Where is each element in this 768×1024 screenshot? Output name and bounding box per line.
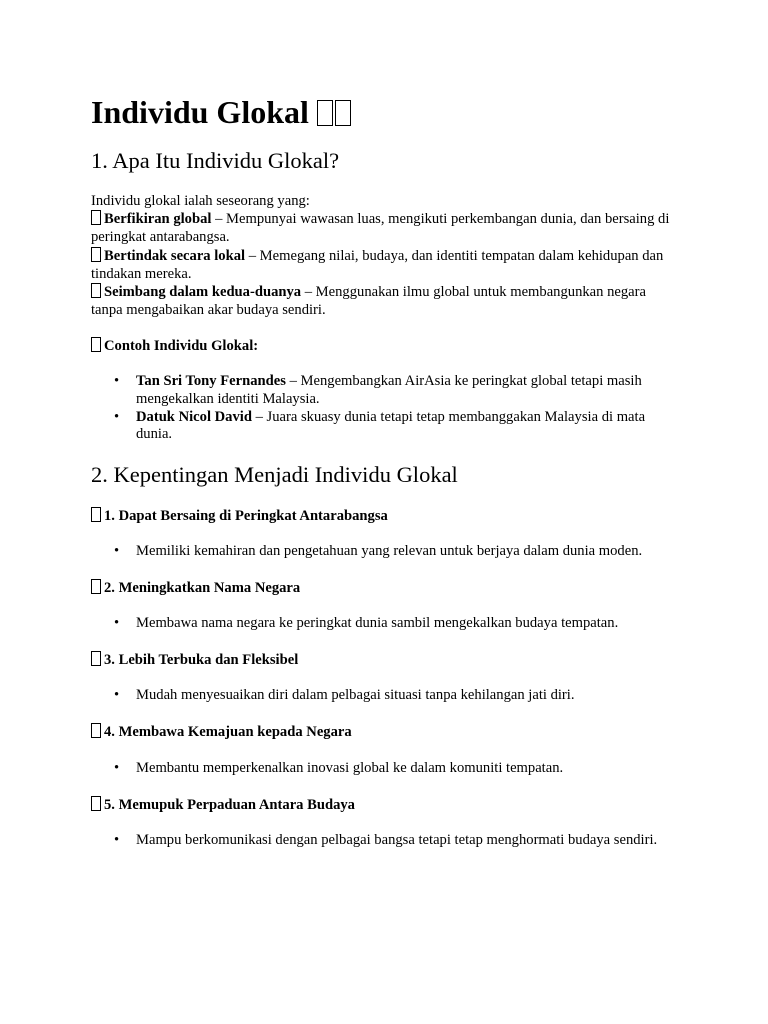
bullet-icon: • <box>114 408 120 425</box>
point-title: Berfikiran global <box>104 211 212 228</box>
missing-glyph-icon <box>91 796 101 811</box>
point-text: – Menggunakan ilmu global untuk membangunkan negara tanpa mengabaikan akar budaya sendiri. <box>91 284 646 319</box>
example-name: Tan Sri Tony Fernandes <box>136 373 286 389</box>
bullet-text: Membantu memperkenalkan inovasi global ke dalam komuniti tempatan. <box>136 760 564 776</box>
list-item <box>91 373 681 408</box>
bullet-text: Mampu berkomunikasi dengan pelbagai bangsa tetapi tetap menghormati budaya sendiri. <box>136 832 658 848</box>
example-text: – Mengembangkan AirAsia ke peringkat global tetapi masih mengekalkan identiti Malaysia. <box>136 373 642 407</box>
document-title-text: Individu Glokal <box>91 94 309 130</box>
missing-glyph-icon <box>91 651 101 666</box>
bullet-text: Membawa nama negara ke peringkat dunia sambil mengekalkan budaya tempatan. <box>136 615 619 631</box>
subsection-title: 3. Lebih Terbuka dan Fleksibel <box>104 652 299 668</box>
missing-glyph-icon <box>91 723 101 738</box>
list-item <box>91 760 681 778</box>
bullet-icon: • <box>114 543 120 559</box>
list-item <box>91 615 681 633</box>
missing-glyph-icon <box>91 507 101 522</box>
document-title <box>91 92 353 132</box>
bullet-list <box>91 615 681 633</box>
bullet-text: Mudah menyesuaikan diri dalam pelbagai situasi tanpa kehilangan jati diri. <box>136 687 575 703</box>
section-heading-2: 2. Kepentingan Menjadi Individu Glokal <box>91 462 458 487</box>
subsection-title: 4. Membawa Kemajuan kepada Negara <box>104 724 352 740</box>
bullet-list <box>91 687 681 705</box>
bullet-list <box>91 832 681 850</box>
list-item <box>91 543 681 561</box>
bullet-icon: • <box>114 832 120 848</box>
examples-heading-text: Contoh Individu Glokal: <box>104 338 259 354</box>
point-title: Bertindak secara lokal <box>104 247 246 264</box>
missing-glyph-icon <box>91 247 101 262</box>
subsection-heading <box>91 507 388 525</box>
bullet-icon: • <box>114 615 120 631</box>
examples-heading <box>91 337 258 355</box>
section1-paragraph <box>91 192 681 319</box>
example-name: Datuk Nicol David <box>136 408 252 425</box>
bullet-list <box>91 543 681 561</box>
list-item <box>91 409 681 444</box>
section-heading-1: 1. Apa Itu Individu Glokal? <box>91 148 340 173</box>
subsection-heading <box>91 723 352 741</box>
bullet-icon: • <box>114 760 120 776</box>
missing-glyph-icon <box>91 337 101 352</box>
list-item <box>91 832 681 850</box>
list-item <box>91 687 681 705</box>
bullet-text: Memiliki kemahiran dan pengetahuan yang relevan untuk berjaya dalam dunia moden. <box>136 543 643 559</box>
subsection-title: 5. Memupuk Perpaduan Antara Budaya <box>104 797 355 813</box>
bullet-icon: • <box>114 373 120 389</box>
subsection-heading <box>91 796 355 814</box>
bullet-list <box>91 760 681 778</box>
point-title: Seimbang dalam kedua-duanya <box>104 284 302 301</box>
missing-glyph-icon <box>317 100 333 126</box>
missing-glyph-icon <box>335 100 351 126</box>
point-text: – Memegang nilai, budaya, dan identiti tempatan dalam kehidupan dan tindakan mereka. <box>91 247 664 282</box>
missing-glyph-icon <box>91 210 101 225</box>
subsection-heading <box>91 651 298 669</box>
examples-list <box>91 373 681 444</box>
point-text: – Mempunyai wawasan luas, mengikuti perkembangan dunia, dan bersaing di peringkat antarabangsa. <box>91 211 670 246</box>
subsection-title: 1. Dapat Bersaing di Peringkat Antarabangsa <box>104 508 388 524</box>
missing-glyph-icon <box>91 579 101 594</box>
bullet-icon: • <box>114 687 120 703</box>
subsection-title: 2. Meningkatkan Nama Negara <box>104 580 301 596</box>
intro-text: Individu glokal ialah seseorang yang: <box>91 193 310 209</box>
example-text: – Juara skuasy dunia tetapi tetap membanggakan Malaysia di mata dunia. <box>136 408 646 443</box>
missing-glyph-icon <box>91 283 101 298</box>
subsection-heading <box>91 579 300 597</box>
